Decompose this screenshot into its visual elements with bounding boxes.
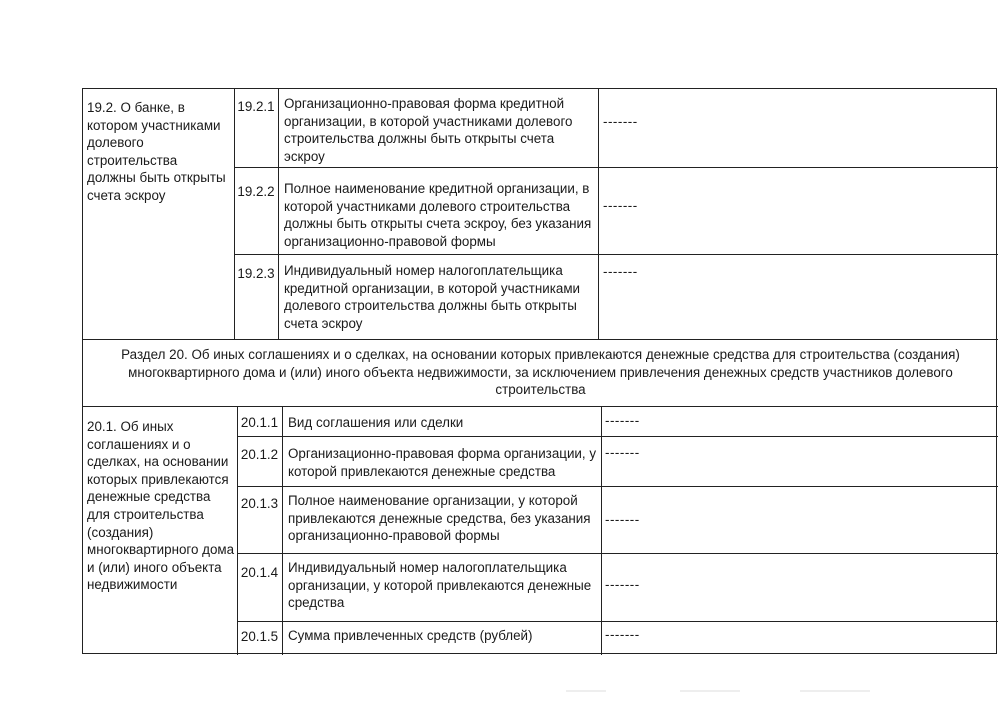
- column-divider: [282, 406, 283, 655]
- column-divider: [278, 89, 279, 339]
- item-code: 20.1.3: [240, 496, 279, 511]
- item-value: -------: [605, 577, 640, 592]
- item-label: Полное наименование организации, у которой привлекаются денежные средства, без указания организационно-правовой формы: [288, 493, 591, 544]
- row-divider: [234, 167, 998, 168]
- section-20-heading: Раздел 20. Об иных соглашениях и о сделках, на основании которых привлекаются денежные средства для строительства (создания) многоквартирного дома и (или) иного объекта недвижимости, за исключением привлечения денежных средств участников долевого строительства: [121, 347, 960, 398]
- row-divider: [237, 486, 998, 487]
- item-value: -------: [605, 413, 640, 428]
- scan-artifact: [566, 690, 606, 692]
- item-value: -------: [605, 627, 640, 642]
- column-divider: [601, 406, 602, 655]
- item-code: 20.1.1: [240, 415, 279, 430]
- column-divider: [598, 89, 599, 339]
- column-divider: [237, 406, 238, 655]
- item-label: Полное наименование кредитной организации, в которой участниками долевого строительства должны быть открыты счета эскроу, без указания организационно-правовой формы: [284, 181, 592, 249]
- column-divider: [234, 89, 235, 339]
- scan-artifact: [800, 690, 870, 692]
- row-divider: [237, 436, 998, 437]
- item-code: 19.2.3: [237, 266, 275, 281]
- item-label: Индивидуальный номер налогоплательщика кредитной организации, в которой участниками долевого строительства должны быть открыты счета эскроу: [284, 263, 581, 331]
- row-divider: [234, 254, 998, 255]
- item-value: -------: [605, 512, 640, 527]
- item-label: Вид соглашения или сделки: [288, 415, 464, 430]
- item-label: Индивидуальный номер налогоплательщика организации, у которой привлекаются денежные средства: [288, 560, 592, 611]
- item-label: Организационно-правовая форма организации, у которой привлекаются денежные средства: [288, 446, 597, 479]
- item-code: 20.1.4: [240, 565, 279, 580]
- group-label-19-2: 19.2. О банке, в котором участниками долевого строительства должны быть открыты счета эскроу: [87, 100, 226, 203]
- disclosure-table: [82, 88, 997, 654]
- item-code: 19.2.1: [237, 99, 275, 114]
- section-divider: [83, 339, 998, 340]
- item-code: 20.1.2: [240, 447, 279, 462]
- item-value: -------: [603, 264, 638, 279]
- row-divider: [237, 621, 998, 622]
- item-value: -------: [605, 445, 640, 460]
- group-label-20-1: 20.1. Об иных соглашениях и о сделках, на основании которых привлекаются денежные средства для строительства (создания) многоквартирного дома и (или) иного объекта недвижимости: [87, 419, 235, 593]
- section-divider: [83, 406, 998, 407]
- item-code: 19.2.2: [237, 184, 275, 199]
- item-value: -------: [603, 198, 638, 213]
- item-code: 20.1.5: [240, 629, 279, 644]
- item-value: -------: [603, 114, 638, 129]
- row-divider: [237, 553, 998, 554]
- item-label: Сумма привлеченных средств (рублей): [288, 628, 533, 643]
- item-label: Организационно-правовая форма кредитной организации, в которой участниками долевого строительства должны быть открыты счета эскроу: [284, 96, 573, 164]
- scan-artifact: [680, 690, 740, 692]
